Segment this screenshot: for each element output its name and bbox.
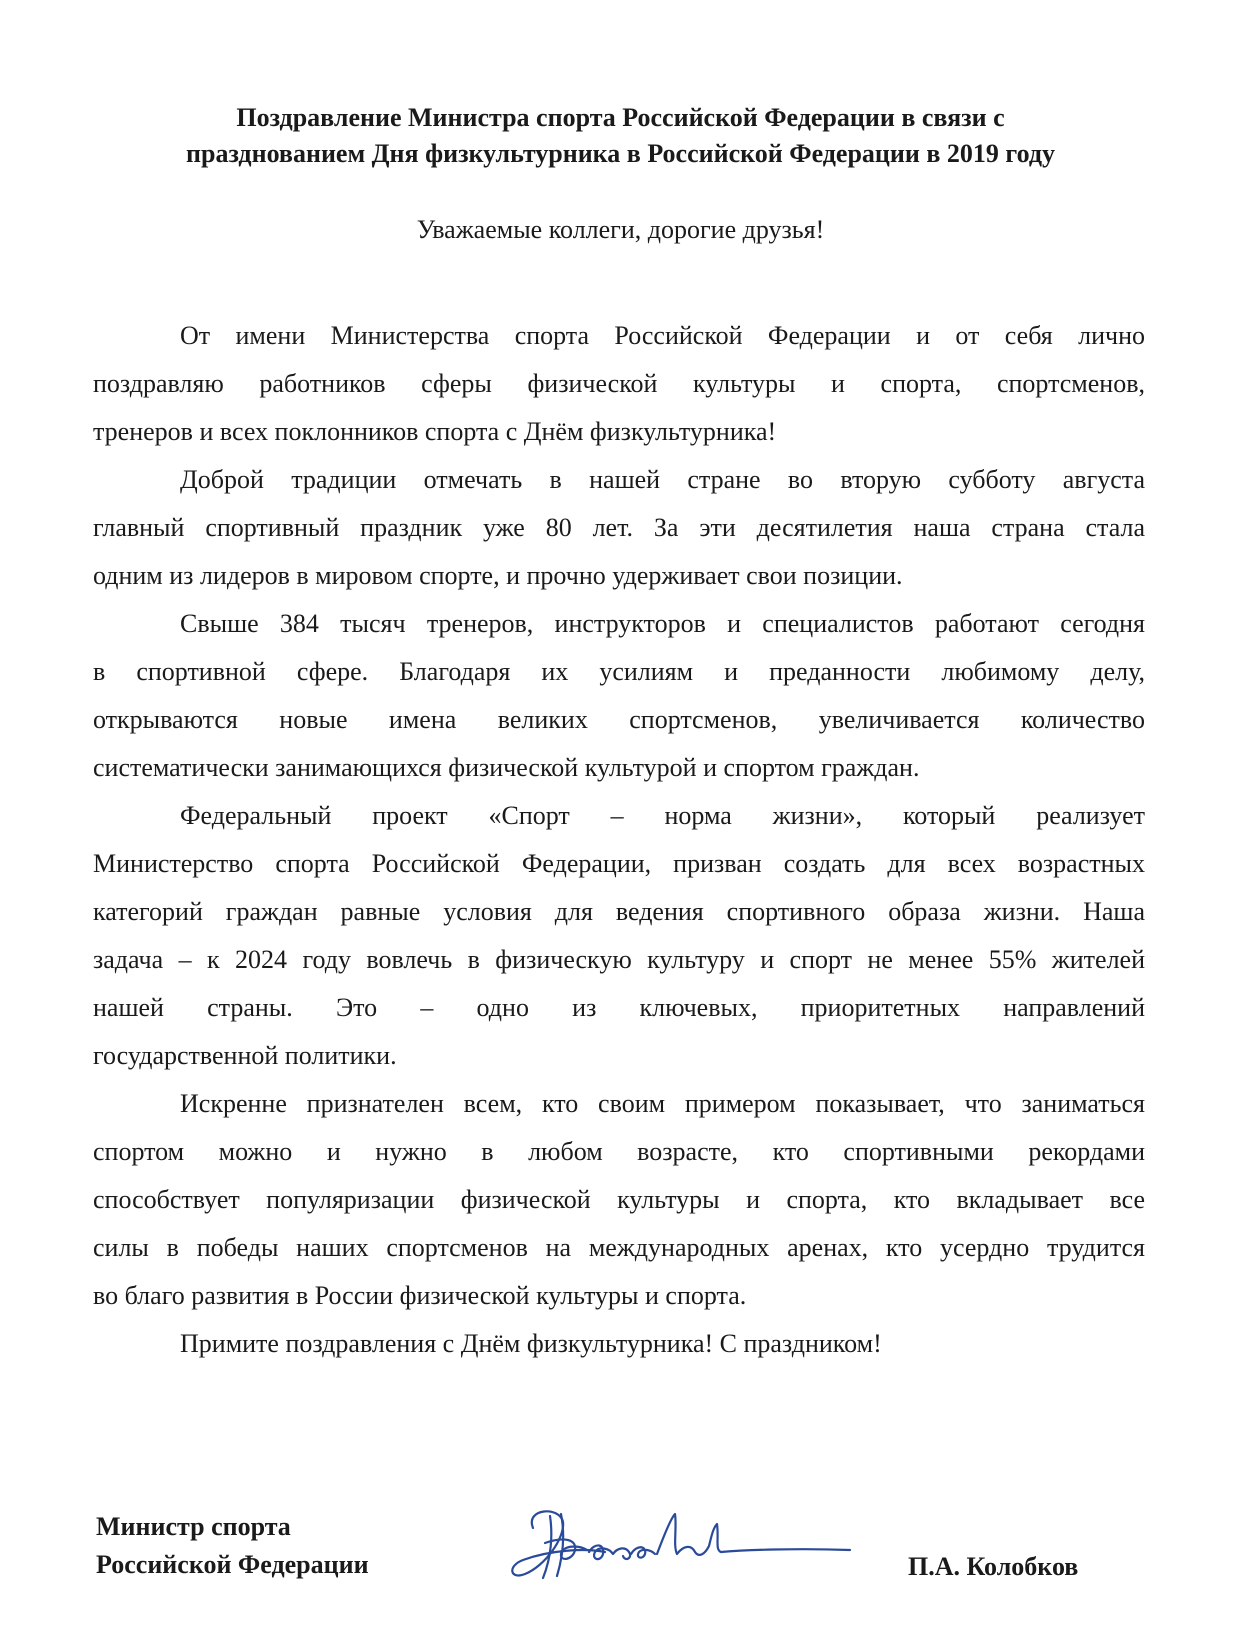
paragraph-line: Министерство спорта Российской Федерации, призван создать для всех возрастных xyxy=(93,849,1145,878)
paragraph-line: тренеров и всех поклонников спорта с Днём физкультурника! xyxy=(93,417,777,446)
position-line-2: Российской Федерации xyxy=(96,1550,369,1579)
paragraph xyxy=(93,1080,1145,1320)
paragraph-line: силы в победы наших спортсменов на международных аренах, кто усердно трудится xyxy=(93,1233,1145,1262)
paragraph-line: открываются новые имена великих спортсменов, увеличивается количество xyxy=(93,705,1145,734)
paragraph-line: спортом можно и нужно в любом возрасте, кто спортивными рекордами xyxy=(93,1137,1145,1166)
paragraph-line: нашей страны. Это – одно из ключевых, приоритетных направлений xyxy=(93,993,1145,1022)
paragraph-line: одним из лидеров в мировом спорте, и прочно удерживает свои позиции. xyxy=(93,561,903,590)
paragraph-line: задача – к 2024 году вовлечь в физическую культуру и спорт не менее 55% жителей xyxy=(93,945,1145,974)
paragraph-line: систематически занимающихся физической культурой и спортом граждан. xyxy=(93,753,920,782)
paragraph-line: главный спортивный праздник уже 80 лет. За эти десятилетия наша страна стала xyxy=(93,513,1145,542)
paragraph xyxy=(93,456,1145,600)
paragraph xyxy=(93,1320,1145,1368)
signer-name: П.А. Колобков xyxy=(908,1552,1079,1581)
paragraph-line: Примите поздравления с Днём физкультурника! С праздником! xyxy=(180,1329,882,1358)
title-line-2: празднованием Дня физкультурника в Российской Федерации в 2019 году xyxy=(186,139,1055,168)
letter-body xyxy=(93,312,1145,1368)
paragraph-line: во благо развития в России физической культуры и спорта. xyxy=(93,1281,747,1310)
paragraph-line: способствует популяризации физической культуры и спорта, кто вкладывает все xyxy=(93,1185,1145,1214)
document-title xyxy=(100,100,1141,172)
paragraph xyxy=(93,600,1145,792)
title-line-1: Поздравление Министра спорта Российской Федерации в связи с xyxy=(236,103,1005,132)
paragraph-line: Федеральный проект «Спорт – норма жизни», который реализует xyxy=(180,801,1145,830)
signer-position xyxy=(96,1508,369,1584)
handwritten-signature xyxy=(505,1488,865,1598)
paragraph xyxy=(93,792,1145,1080)
position-line-1: Министр спорта xyxy=(96,1512,291,1541)
greeting: Уважаемые коллеги, дорогие друзья! xyxy=(416,215,825,244)
paragraph-line: поздравляю работников сферы физической культуры и спорта, спортсменов, xyxy=(93,369,1145,398)
paragraph-line: Искренне признателен всем, кто своим примером показывает, что заниматься xyxy=(180,1089,1145,1118)
paragraph xyxy=(93,312,1145,456)
paragraph-line: Доброй традиции отмечать в нашей стране во вторую субботу августа xyxy=(180,465,1145,494)
paragraph-line: государственной политики. xyxy=(93,1041,397,1070)
paragraph-line: Свыше 384 тысяч тренеров, инструкторов и специалистов работают сегодня xyxy=(180,609,1145,638)
paragraph-line: От имени Министерства спорта Российской Федерации и от себя лично xyxy=(180,321,1145,350)
paragraph-line: категорий граждан равные условия для ведения спортивного образа жизни. Наша xyxy=(93,897,1145,926)
paragraph-line: в спортивной сфере. Благодаря их усилиям и преданности любимому делу, xyxy=(93,657,1145,686)
